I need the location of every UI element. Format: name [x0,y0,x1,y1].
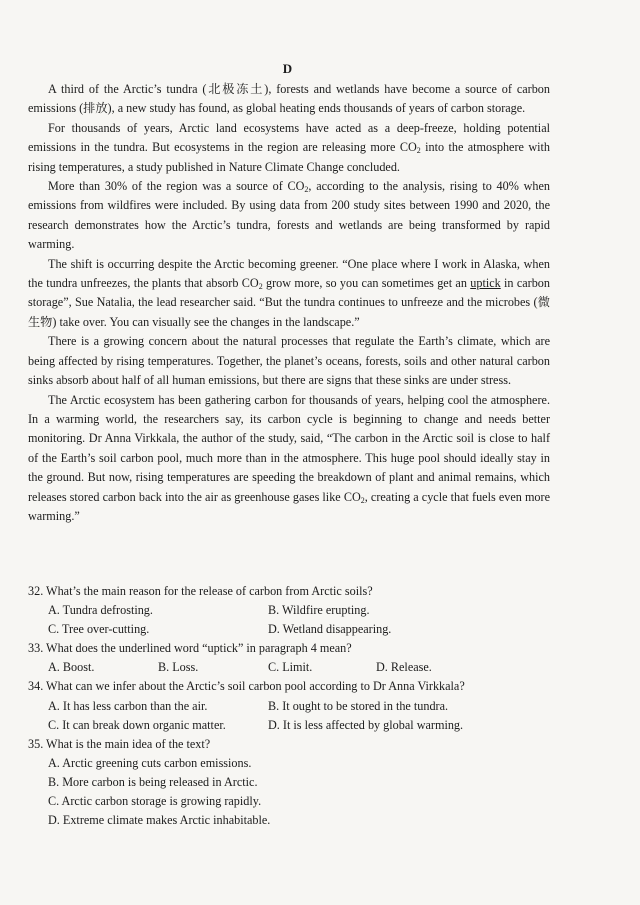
paragraph-6-text-b: , creating a cycle that fuels even more warming.” [28,489,550,523]
question-35-option-d: D. Extreme climate makes Arctic inhabitable. [48,813,271,828]
paragraph-3-text-a: More than 30% of the region was a source of CO [48,179,305,194]
paragraph-4 [28,255,550,333]
paragraph-3 [28,177,550,255]
paragraph-6-text-a: The Arctic ecosystem has been gathering carbon for thousands of years, helping cool the atmosphere. In a warming world, the researchers say, its carbon cycle is beginning to change and needs better monitoring. Dr Anna Virkkala, the author of the study, said, “The carbon in the Arctic soil is close to half of the Earth’s soil carbon pool, much more than in the atmosphere. This huge pool should ideally stay in the ground. But now, rising temperatures are speeding the breakdown of plant and animal remains, which releases stored carbon back into the air as greenhouse gases like CO [28,392,550,504]
section-letter: D [282,61,293,76]
question-34-option-a: A. It has less carbon than the air. [48,698,208,713]
question-35-option-c: C. Arctic carbon storage is growing rapidly. [48,794,262,809]
question-32-option-b: B. Wildfire erupting. [268,603,370,618]
subscript-2: 2 [304,185,309,195]
question-33-stem: 33. What does the underlined word “uptick” in paragraph 4 mean? [28,641,352,656]
paragraph-4-text-c: in carbon storage”, Sue Natalia, the lead researcher said. “But the tundra continues to unfreeze and the microbes (微生物) take over. You can visually see the changes in the landscape.” [28,276,550,329]
question-32-option-c: C. Tree over-cutting. [48,622,150,637]
question-33-options-row [28,658,550,677]
question-list [28,582,550,830]
question-33-option-d: D. Release. [376,660,432,675]
paragraph-2-text-a: For thousands of years, Arctic land ecosystems have acted as a deep-freeze, holding potential emissions in the tundra. But ecosystems in the region are releasing more CO [28,120,550,155]
reading-passage [28,80,550,526]
question-33-option-a: A. Boost. [48,660,95,675]
question-33-option-c: C. Limit. [268,660,313,675]
question-33-option-b: B. Loss. [158,660,199,675]
paragraph-2 [28,119,550,177]
paragraph-4-text-b: grow more, so you can sometimes get an [262,276,471,291]
question-35-option-b: B. More carbon is being released in Arctic. [48,774,258,789]
question-32-options-row-2 [28,620,550,639]
question-32-option-d: D. Wetland disappearing. [268,622,392,637]
paragraph-4-text-a: The shift is occurring despite the Arctic becoming greener. “One place where I work in Alaska, when the tundra unfreezes, the plants that absorb CO [28,256,550,291]
question-34-option-d: D. It is less affected by global warming. [268,717,464,732]
subscript-2: 2 [258,282,263,292]
question-32-option-a: A. Tundra defrosting. [48,603,153,618]
question-34-option-b: B. It ought to be stored in the tundra. [268,698,449,713]
question-34-options-row-1 [28,697,550,716]
paragraph-6 [28,391,550,527]
subscript-2: 2 [416,146,421,156]
paragraph-1-text: A third of the Arctic’s tundra (北极冻土), forests and wetlands have become a source of carbon emissions (排放), a new study has found, as global heating ends thousands of years of carbon storage. [28,82,550,116]
question-34-option-c: C. It can break down organic matter. [48,717,226,732]
paragraph-5-text: There is a growing concern about the natural processes that regulate the Earth’s climate, which are being affected by rising temperatures. Together, the planet’s oceans, forests, soils and other natural carbon sinks absorb about half of all human emissions, but there are signs that these sinks are under stress. [28,334,550,388]
question-32-stem: 32. What’s the main reason for the release of carbon from Arctic soils? [28,584,373,598]
question-34-stem: 34. What can we infer about the Arctic’s soil carbon pool according to Dr Anna Virkkala? [28,679,465,694]
question-35-stem: 35. What is the main idea of the text? [28,736,211,751]
paragraph-1 [28,80,550,119]
question-34-options-row-2 [28,716,550,735]
paragraph-5 [28,332,550,390]
subscript-2: 2 [360,495,365,505]
question-35-option-a: A. Arctic greening cuts carbon emissions. [48,755,252,770]
paragraph-3-text-b: , according to the analysis, rising to 40% when emissions from wildfires were included. By using data from 200 study sites between 1990 and 2020, the research demonstrates how the Arctic’s tundra, forests and wetlands are being transformed by rapid warming. [28,179,550,252]
paragraph-2-text-b: into the atmosphere with rising temperatures, a study published in Nature Climate Change concluded. [28,140,550,174]
question-32-options-row-1 [28,601,550,620]
underlined-word-uptick: uptick [470,276,501,291]
